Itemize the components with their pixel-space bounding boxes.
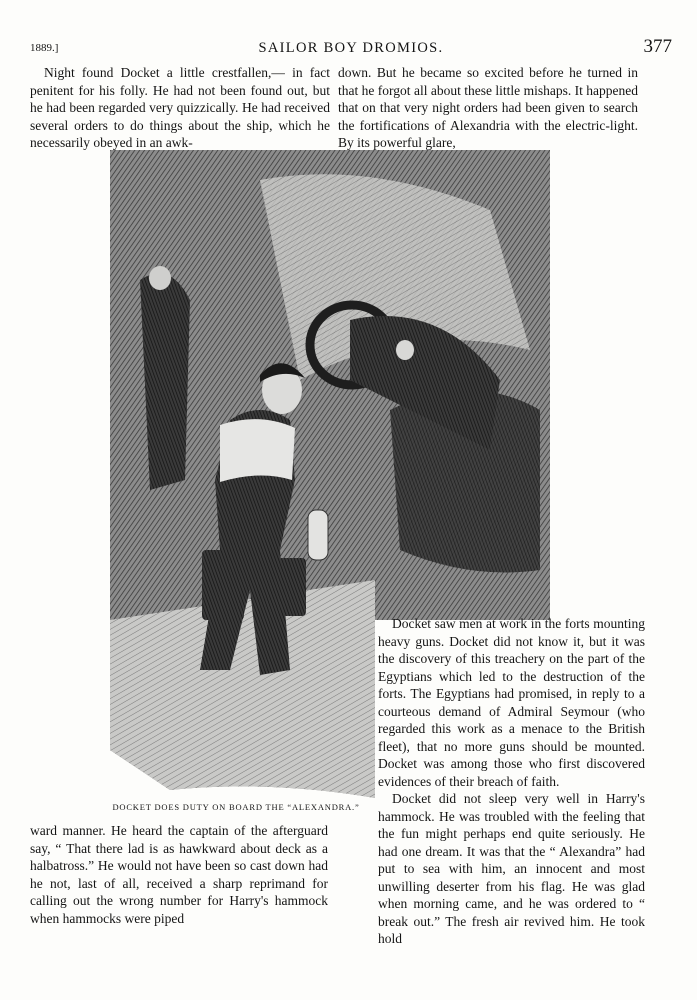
top-left-paragraph: Night found Docket a little crestfallen,— in fact penitent for his folly. He had not been found out, but he had been regarded very quizzically. He had received several orders to do things about the ship, which he necessarily obeyed in an awk-	[30, 65, 330, 150]
running-title: SAILOR BOY DROMIOS.	[258, 40, 444, 56]
page-year: 1889.]	[30, 42, 59, 54]
bucket-left	[202, 550, 244, 620]
page-header	[30, 38, 672, 62]
sailor-head	[396, 340, 414, 360]
page-number: 377	[643, 36, 672, 57]
illustration-caption: DOCKET DOES DUTY ON BOARD THE “ALEXANDRA.”	[112, 802, 360, 812]
right-paragraph-2: Docket did not sleep very well in Harry's hammock. He was troubled with the feeling that the fun might perhaps end quite seriously. He had one dream. It was that the “ Alexandra” had put to sea with him, an innocent and most unwilling deserter from his flag. He was glad when morning came, and he was ordered to “ break out.” The fresh air revived him. He took hold	[378, 791, 645, 946]
shell-ammo	[308, 510, 328, 560]
bottom-left-paragraph: ward manner. He heard the captain of the afterguard say, “ That there lad is as hawkward about deck as a halbatross.” He would not have been so cast down had he not, last of all, received a sharp reprimand for calling out the wrong number for Harry's hammock when hammocks were piped	[30, 823, 328, 926]
bucket-right	[278, 558, 306, 616]
right-paragraph-1: Docket saw men at work in the forts mounting heavy guns. Docket did not know it, but it was the discovery of this treachery on the part of the Egyptians which led to the destruction of the forts. The Egyptians had promised, in reply to a courteous demand of Admiral Seymour (who regarded this work as a menace to the British fleet), that no more guns should be mounted. Docket was among those who first discovered evidences of their breach of faith.	[378, 616, 645, 789]
right-column-text	[378, 615, 645, 948]
sailor-left-head	[149, 266, 171, 290]
sailors-group	[390, 390, 540, 573]
docket-shirt	[220, 419, 295, 482]
top-right-paragraph: down. But he became so excited before he turned in that he forgot all about these little mishaps. It happened that on that very night orders had been given to search the fortifications of Alexandria with the electric-light. By its powerful glare,	[338, 65, 638, 150]
